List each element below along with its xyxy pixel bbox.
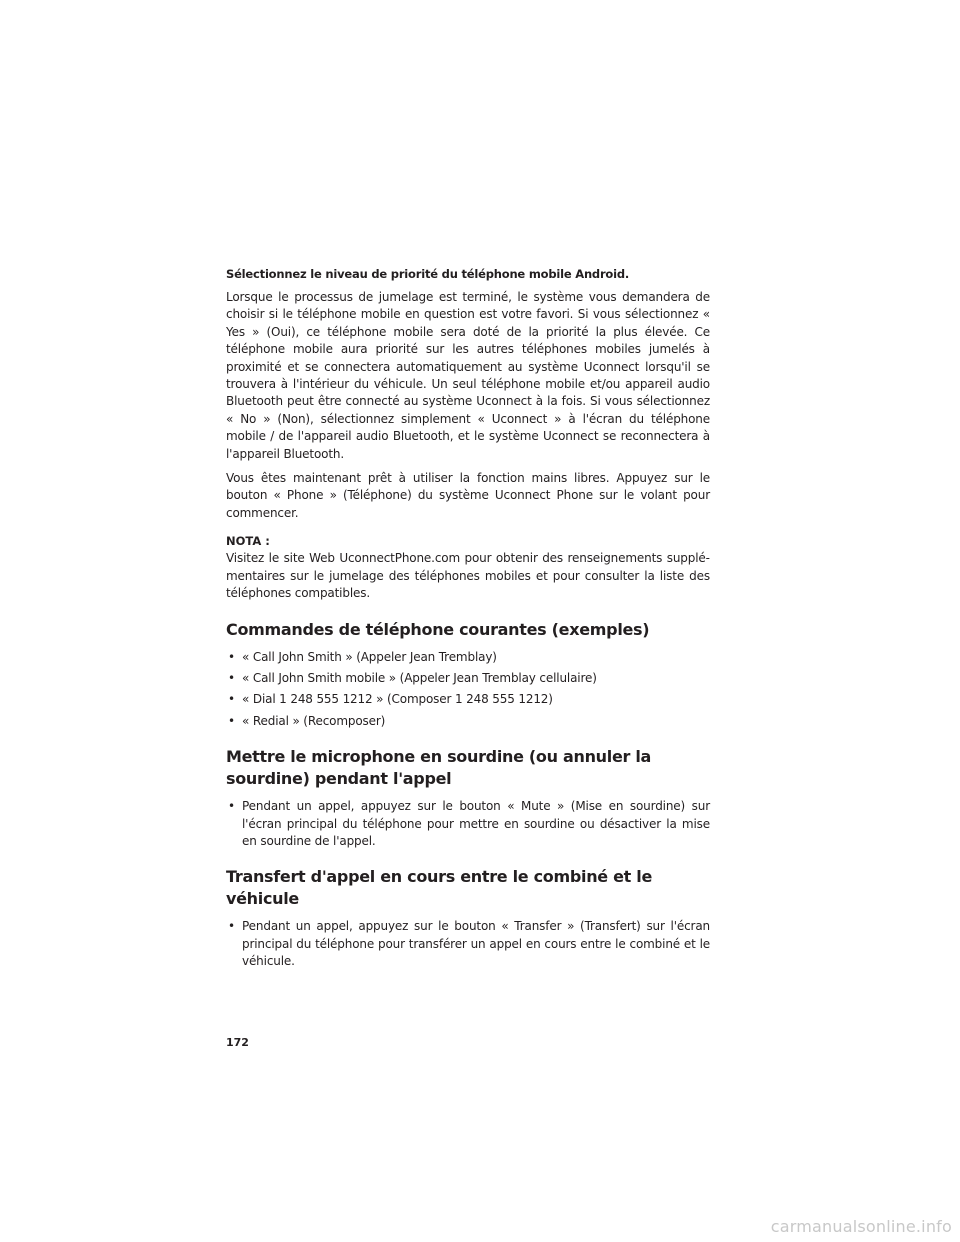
list-item-text: Pendant un appel, appuyez sur le bouton « Mute » (Mise en sourdine) sur l'écran principal du téléphone pour mettre en sourdine ou désactiver la mise en sourdine de l'appel. <box>242 799 710 848</box>
nota-title: NOTA : <box>226 534 270 549</box>
list-item-text: « Call John Smith mobile » (Appeler Jean Tremblay cellulaire) <box>242 670 597 685</box>
list-item <box>226 649 710 666</box>
nota-text: Visitez le site Web UconnectPhone.com pour obtenir des renseignements supplémentaires sur le jumelage des téléphones mobiles et pour consulter la liste des téléphones compatibles. <box>226 551 710 601</box>
list-item <box>226 691 710 708</box>
list-item-text: Pendant un appel, appuyez sur le bouton « Transfer » (Transfert) sur l'écran principal du téléphone pour transférer un appel en cours entre le combiné et le véhicule. <box>242 919 710 969</box>
list-item <box>226 713 710 730</box>
page-number: 172 <box>226 1036 249 1049</box>
common-commands-list <box>226 649 710 731</box>
list-item-text: « Redial » (Recomposer) <box>242 713 386 728</box>
bullet-icon: • <box>228 919 235 934</box>
list-item <box>226 670 710 687</box>
lead-instruction: Sélectionnez le niveau de priorité du téléphone mobile Android. <box>226 267 630 281</box>
list-item-text: « Call John Smith » (Appeler Jean Tremblay) <box>242 649 497 664</box>
page-content <box>226 265 710 975</box>
transfer-list <box>226 918 710 970</box>
paragraph-pairing-favorite: Lorsque le processus de jumelage est terminé, le système vous demandera de choisir si le téléphone mobile en question est votre favori. Si vous sélectionnez « Yes » (Oui), ce téléphone mobile sera doté de la priorité la plus élevée. Ce téléphone mobile aura priorité sur les autres téléphones mobiles jumelés à proximité et se connectera automatiquement au système Uconnect lorsqu'il se trouvera à l'intérieur du véhicule. Un seul téléphone mobile et/ou appareil audio Bluetooth peut être connecté au système Uconnect à la fois. Si vous sélectionnez « No » (Non), sélectionnez simplement « Uconnect » à l'écran du téléphone mobile / de l'appareil audio Bluetooth, et le système Uconnect se reconnectera à l'appareil Bluetooth. <box>226 290 710 461</box>
list-item <box>226 798 710 850</box>
bullet-icon: • <box>228 670 235 685</box>
section-heading-mute: Mettre le microphone en sourdine (ou annuler la sourdine) pendant l'appel <box>226 747 652 789</box>
section-heading-transfer: Transfert d'appel en cours entre le combiné et le véhicule <box>226 867 653 909</box>
mute-list <box>226 798 710 850</box>
paragraph-hands-free-ready: Vous êtes maintenant prêt à utiliser la fonction mains libres. Appuyez sur le bouton « Phone » (Téléphone) du système Uconnect Phone sur le volant pour commencer. <box>226 471 710 520</box>
section-heading-common-commands: Commandes de téléphone courantes (exemples) <box>226 619 650 639</box>
watermark: carmanualsonline.info <box>770 1217 952 1236</box>
bullet-icon: • <box>228 649 235 664</box>
bullet-icon: • <box>228 692 235 707</box>
list-item-text: « Dial 1 248 555 1212 » (Composer 1 248 555 1212) <box>242 692 553 707</box>
list-item <box>226 918 710 970</box>
bullet-icon: • <box>228 713 235 728</box>
bullet-icon: • <box>228 799 235 814</box>
